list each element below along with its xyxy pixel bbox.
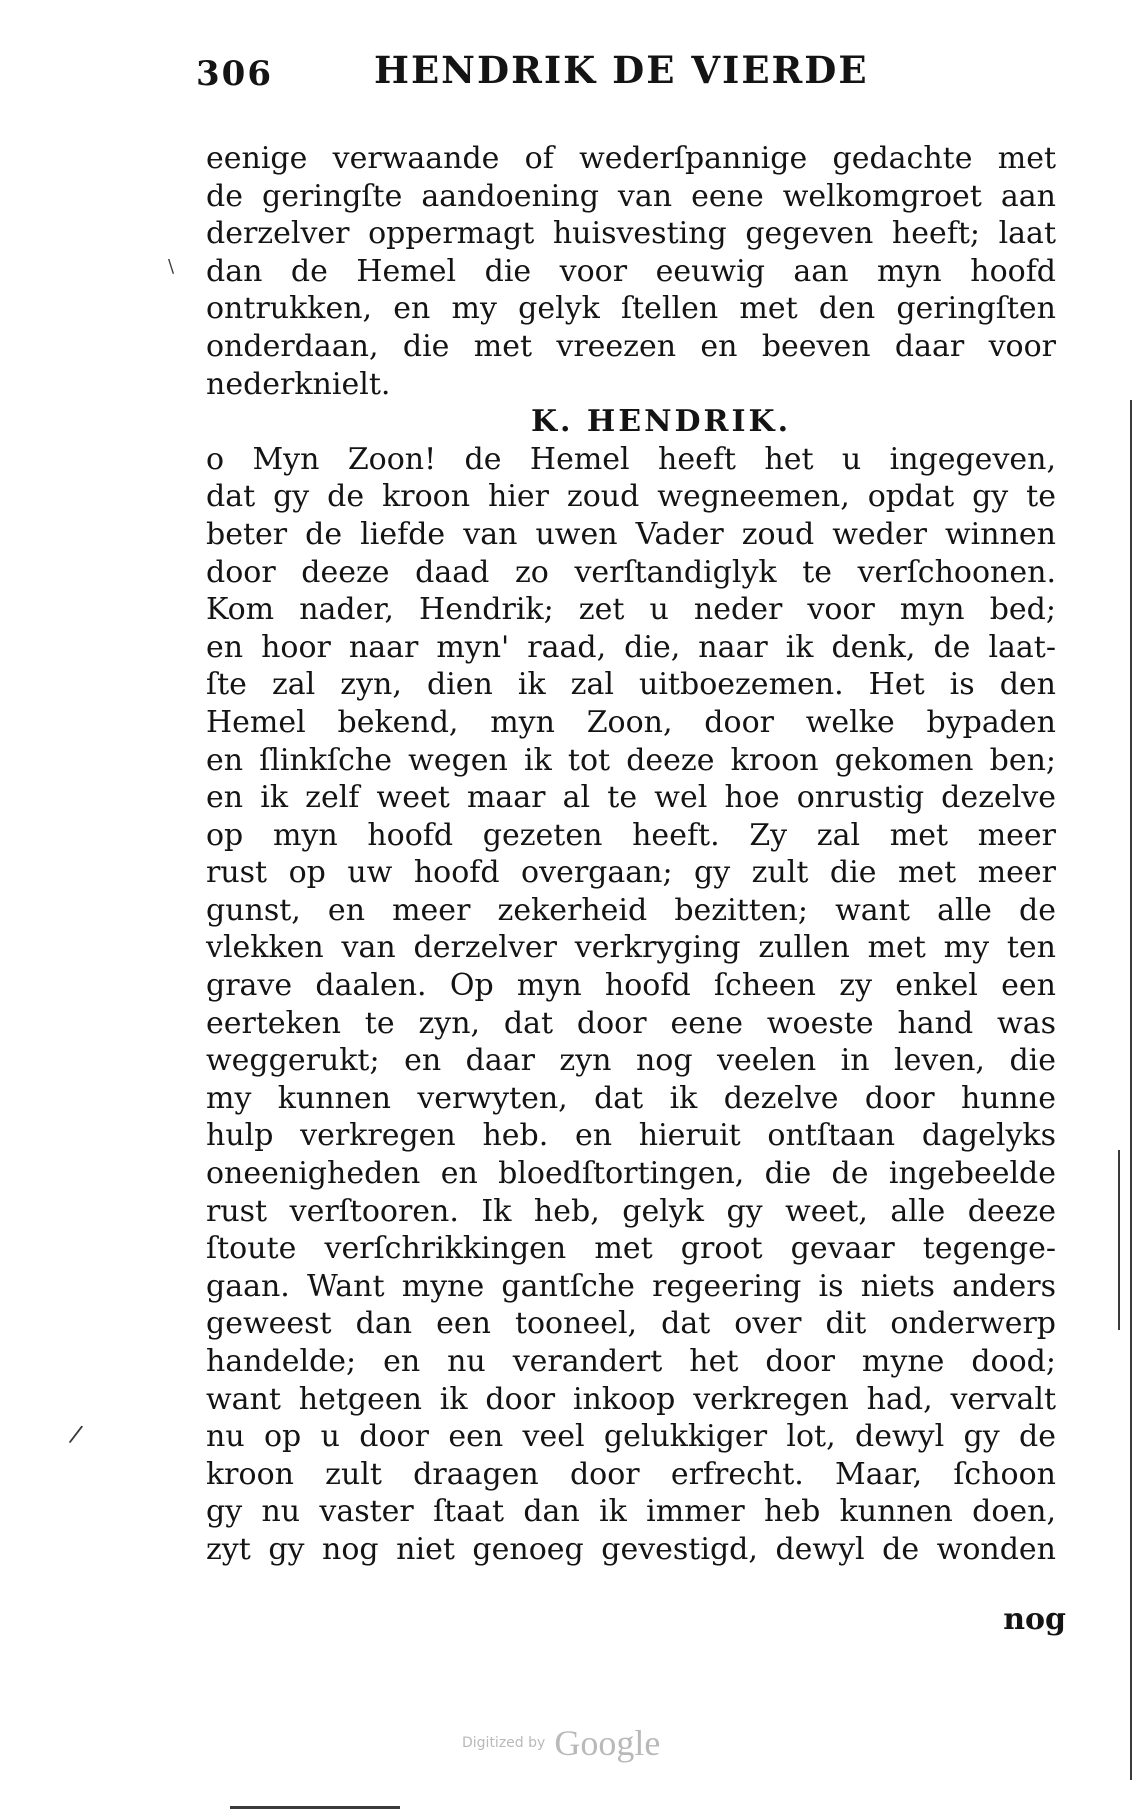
text-line: hulp verkregen heb. en hieruit ontſtaan dagelyks	[206, 1118, 1056, 1154]
text-line: ſte zal zyn, dien ik zal uitboezemen. Het is den	[206, 667, 1056, 703]
text-line: weggerukt; en daar zyn nog veelen in leven, die	[206, 1043, 1056, 1079]
text-line: grave daalen. Op myn hoofd ſcheen zy enkel een	[206, 968, 1056, 1004]
text-line: want hetgeen ik door inkoop verkregen had, vervalt	[206, 1381, 1056, 1417]
text-line: en hoor naar myn' raad, die, naar ik denk, de laat-	[206, 629, 1056, 665]
text-line: dan de Hemel die voor eeuwig aan myn hoofd	[206, 253, 1056, 289]
text-line: onderdaan, die met vreezen en beeven daar voor	[206, 328, 1056, 364]
page-number: 306	[196, 54, 273, 94]
text-line: Kom nader, Hendrik; zet u neder voor myn bed;	[206, 592, 1056, 628]
text-line: vlekken van derzelver verkryging zullen met my ten	[206, 930, 1056, 966]
text-line: gy nu vaster ſtaat dan ik immer heb kunnen doen,	[206, 1494, 1056, 1530]
text-line: oneenigheden en bloedſtortingen, die de ingebeelde	[206, 1156, 1056, 1192]
text-line: nu op u door een veel gelukkiger lot, dewyl gy de	[206, 1419, 1056, 1455]
text-line: rust op uw hoofd overgaan; gy zult die met meer	[206, 855, 1056, 891]
text-line: gaan. Want myne gantſche regeering is niets anders	[206, 1268, 1056, 1304]
text-line: eenige verwaande of wederſpannige gedachte met	[206, 141, 1056, 176]
text-line: en ſlinkſche wegen ik tot deeze kroon gekomen ben;	[206, 742, 1056, 778]
text-line: en ik zelf weet maar al te wel hoe onrustig dezelve	[206, 780, 1056, 816]
text-line: zyt gy nog niet genoeg gevestigd, dewyl de wonden	[206, 1531, 1056, 1567]
text-line: geweest dan een tooneel, dat over dit onderwerp	[206, 1306, 1056, 1342]
text-line: nederknielt.	[206, 366, 391, 402]
text-line: op myn hoofd gezeten heeft. Zy zal met meer	[206, 817, 1056, 853]
text-line: ſtoute verſchrikkingen met groot gevaar tegenge-	[206, 1231, 1056, 1267]
page-edge-line	[1130, 400, 1132, 1780]
page-edge-line	[1118, 1150, 1120, 1330]
digitized-label: Digitized by	[462, 1735, 546, 1751]
text-line: rust verſtooren. Ik heb, gelyk gy weet, alle deeze	[206, 1193, 1056, 1229]
text-line: Hemel bekend, myn Zoon, door welke bypaden	[206, 704, 1056, 740]
text-line: derzelver oppermagt huisvesting gegeven heeft; laat	[206, 216, 1056, 252]
text-line: handelde; en nu verandert het door myne dood;	[206, 1344, 1056, 1379]
text-line: ontrukken, en my gelyk ſtellen met den geringſten	[206, 291, 1056, 327]
text-line	[206, 1569, 1056, 1607]
text-line: dat gy de kroon hier zoud wegneemen, opdat gy te	[206, 479, 1056, 515]
body-text	[206, 140, 1056, 1606]
text-line: my kunnen verwyten, dat ik dezelve door hunne	[206, 1080, 1056, 1116]
bottom-edge-line	[230, 1806, 400, 1809]
running-head	[196, 48, 922, 104]
catchword: nog	[1003, 1602, 1066, 1637]
text-line: kroon zult draagen door erfrecht. Maar, ſchoon	[206, 1456, 1056, 1492]
google-logo: Google	[554, 1723, 661, 1763]
margin-mark: /	[67, 1419, 85, 1449]
text-line: beter de liefde van uwen Vader zoud weder winnen	[206, 516, 1056, 552]
running-title: HENDRIK DE VIERDE	[374, 48, 869, 92]
margin-mark: \	[168, 256, 175, 277]
text-line: gunst, en meer zekerheid bezitten; want alle de	[206, 892, 1056, 928]
digitized-watermark	[462, 1722, 660, 1764]
text-line: door deeze daad zo verſtandiglyk te verſchoonen.	[206, 554, 1056, 590]
speaker-heading: K. HENDRIK.	[530, 404, 792, 440]
text-line: de geringſte aandoening van eene welkomgroet aan	[206, 178, 1056, 214]
text-line: eerteken te zyn, dat door eene woeste hand was	[206, 1005, 1056, 1041]
text-line: o Myn Zoon! de Hemel heeft het u ingegeven,	[206, 441, 1056, 477]
